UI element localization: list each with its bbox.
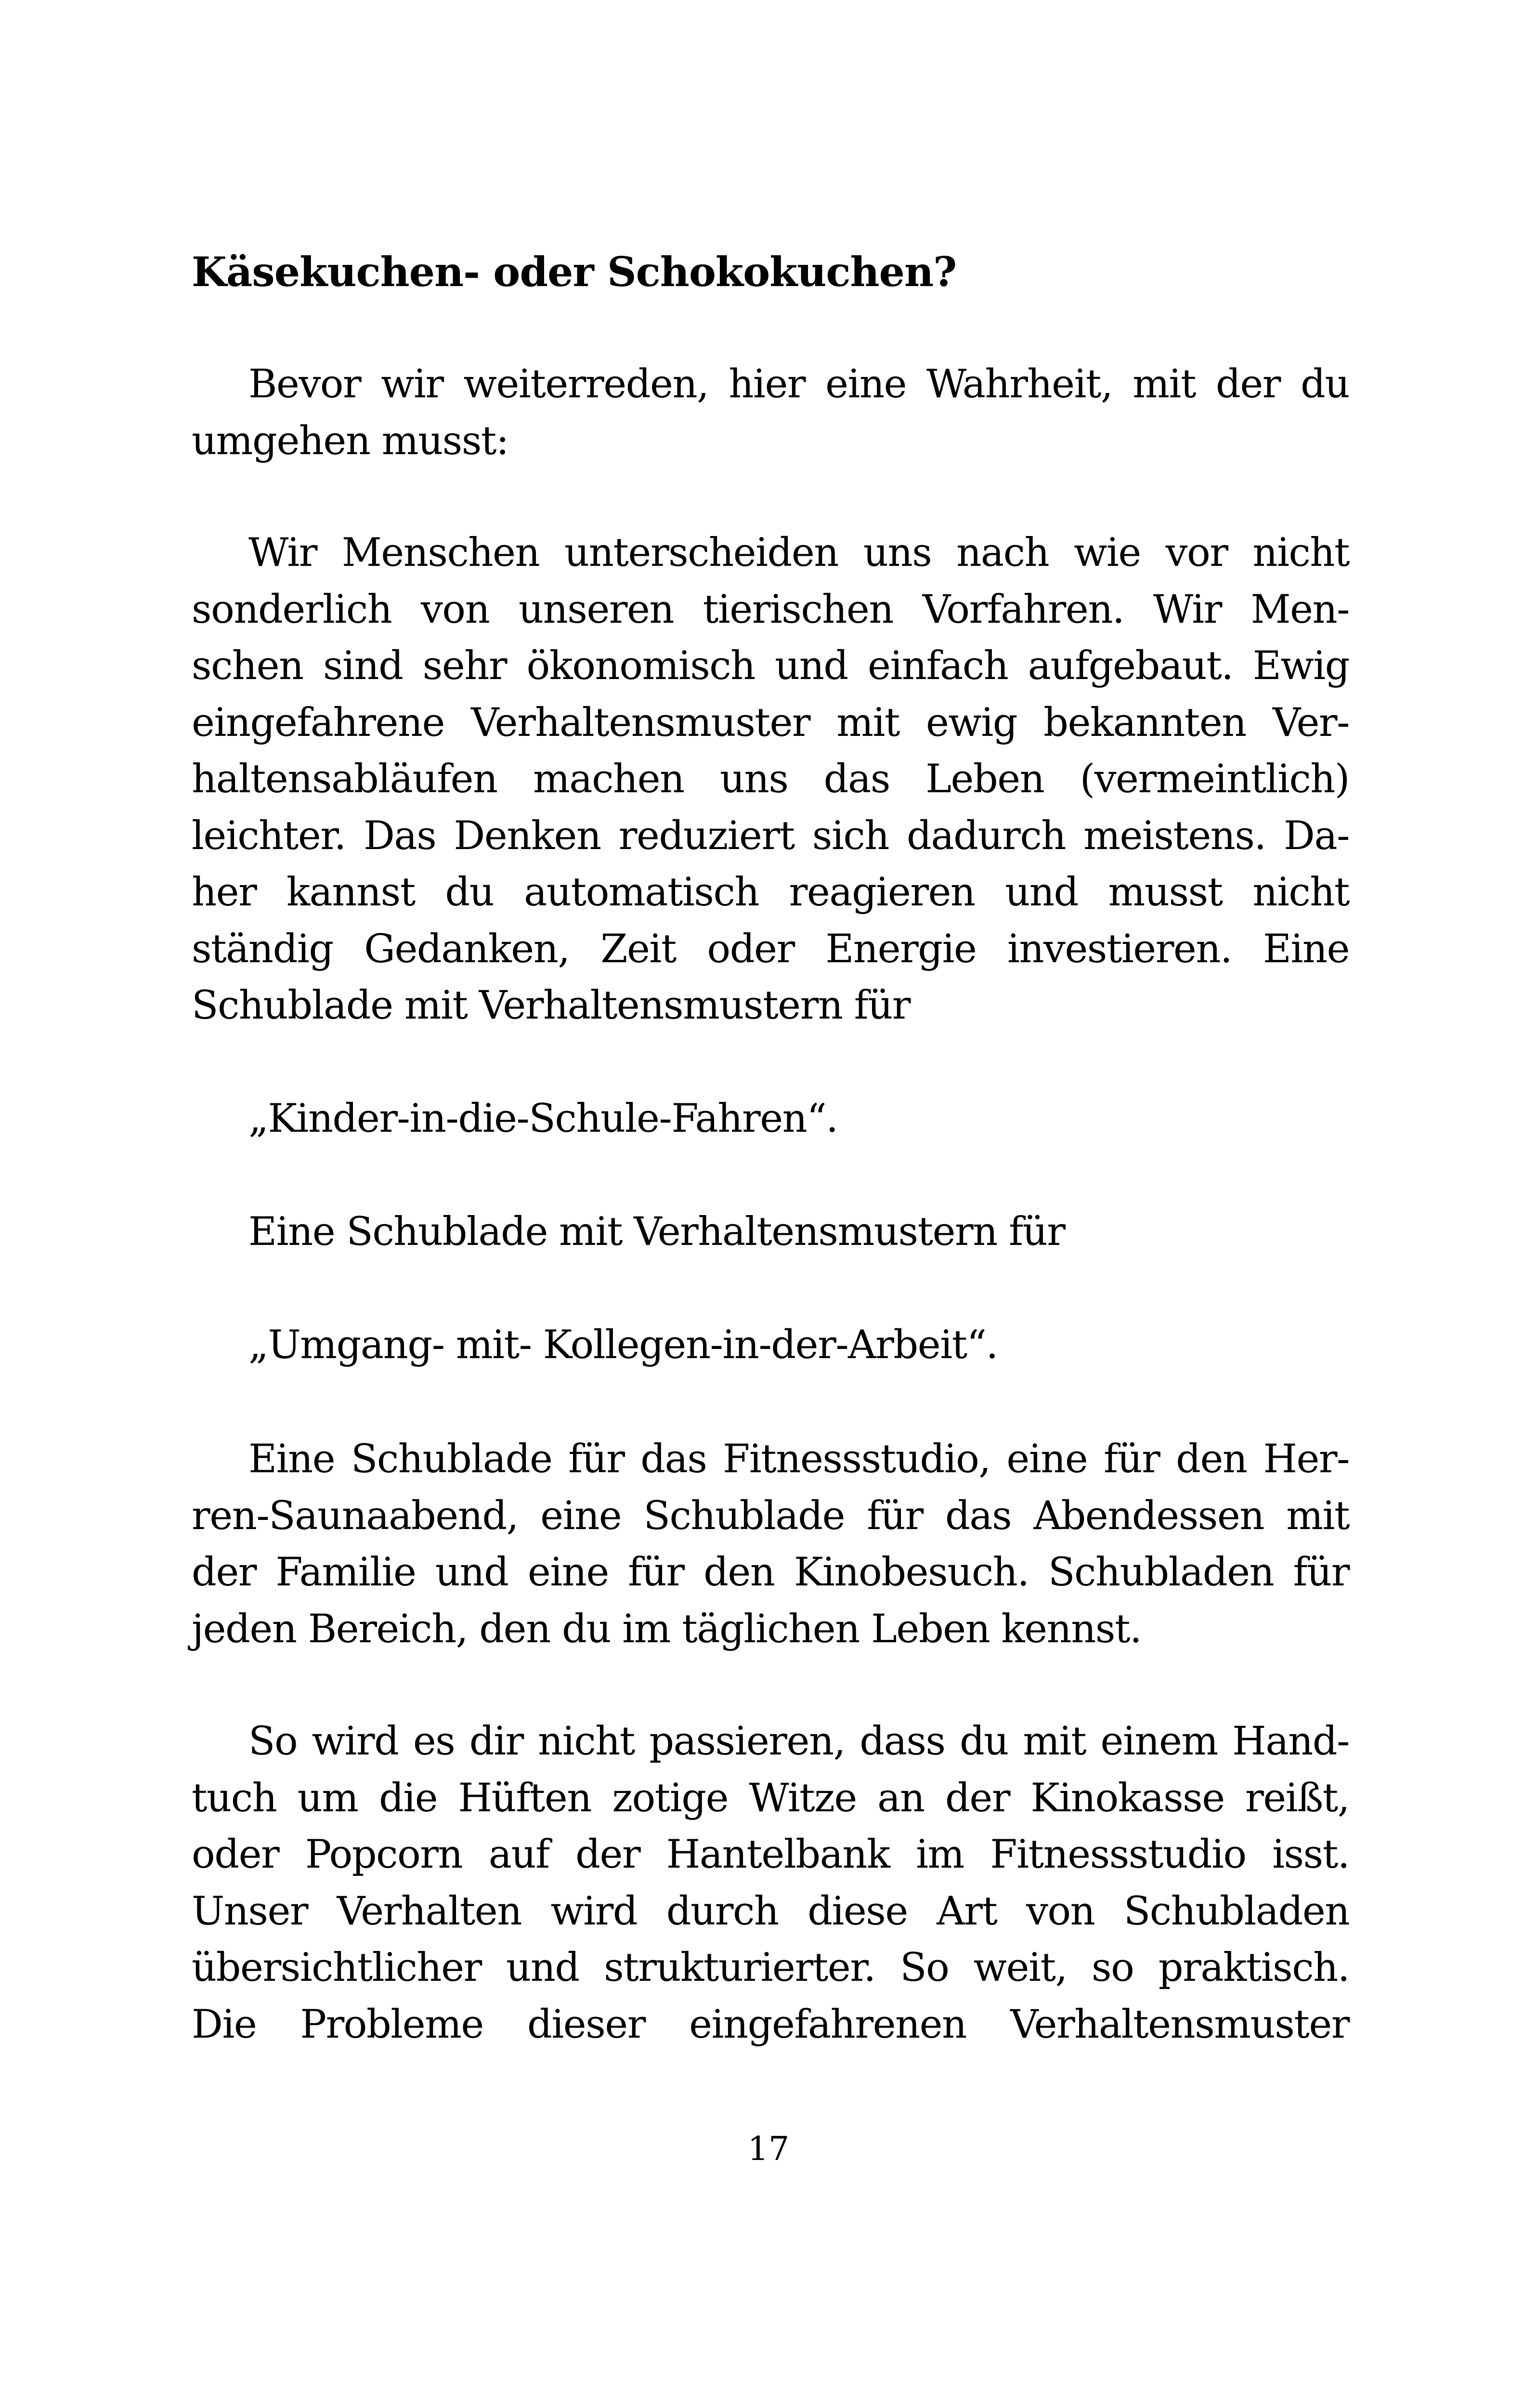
- section-heading: Käsekuchen- oder Schokokuchen?: [192, 248, 957, 296]
- paragraph-5: „Umgang- mit- Kollegen-in-der-Arbeit“.: [248, 1322, 998, 1368]
- paragraph-line: der Familie und eine für den Kinobesuch. Schubladen für: [192, 1550, 1349, 1595]
- paragraph-line: eingefahrene Verhaltensmuster mit ewig bekannten Ver-: [192, 700, 1349, 746]
- paragraph-line: Die Probleme dieser eingefahrenen Verhaltensmuster: [192, 2002, 1349, 2047]
- paragraph-line: oder Popcorn auf der Hantelbank im Fitnessstudio isst.: [192, 1832, 1349, 1877]
- paragraph-2: [192, 525, 1349, 1034]
- paragraph-line: übersichtlicher und strukturierter. So weit, so praktisch.: [192, 1945, 1349, 1990]
- page-number: 17: [747, 2130, 790, 2168]
- paragraph-line: So wird es dir nicht passieren, dass du mit einem Hand-: [248, 1719, 1349, 1764]
- paragraph-line: Bevor wir weiterreden, hier eine Wahrheit, mit der du: [248, 362, 1349, 407]
- paragraph-line: her kannst du automatisch reagieren und musst nicht: [192, 870, 1349, 915]
- paragraph-3: „Kinder-in-die-Schule-Fahren“.: [248, 1096, 838, 1141]
- paragraph-6: [192, 1431, 1349, 1658]
- paragraph-line: haltensabläufen machen uns das Leben (vermeintlich): [192, 757, 1349, 802]
- paragraph-1: [192, 356, 1349, 470]
- paragraph-line: umgehen musst:: [192, 418, 508, 464]
- paragraph-7: [192, 1714, 1349, 2053]
- paragraph-line: tuch um die Hüften zotige Witze an der Kinokasse reißt,: [192, 1775, 1349, 1821]
- paragraph-line: ständig Gedanken, Zeit oder Energie investieren. Eine: [192, 926, 1349, 972]
- paragraph-line: Eine Schublade für das Fitnessstudio, eine für den Her-: [248, 1437, 1349, 1482]
- paragraph-line: sonderlich von unseren tierischen Vorfahren. Wir Men-: [192, 587, 1349, 632]
- paragraph-4: Eine Schublade mit Verhaltensmustern für: [248, 1209, 1065, 1255]
- paragraph-line: Schublade mit Verhaltensmustern für: [192, 983, 911, 1028]
- paragraph-line: Unser Verhalten wird durch diese Art von Schubladen: [192, 1888, 1349, 1934]
- paragraph-line: ren-Saunaabend, eine Schublade für das Abendessen mit: [192, 1493, 1349, 1539]
- paragraph-line: jeden Bereich, den du im täglichen Leben kennst.: [192, 1606, 1142, 1652]
- paragraph-line: Wir Menschen unterscheiden uns nach wie vor nicht: [248, 530, 1349, 576]
- paragraph-line: schen sind sehr ökonomisch und einfach aufgebaut. Ewig: [192, 643, 1349, 689]
- paragraph-line: leichter. Das Denken reduziert sich dadurch meistens. Da-: [192, 813, 1349, 859]
